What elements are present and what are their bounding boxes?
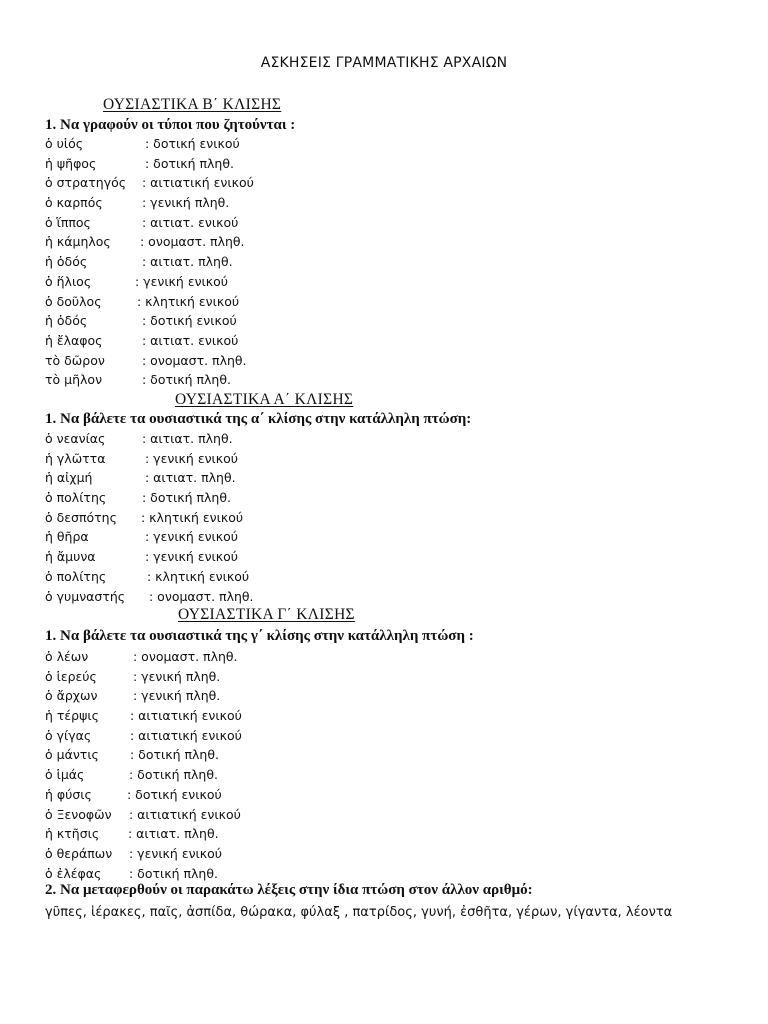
section-heading-c-declension: ΟΥΣΙΑΣΤΙΚΑ Γ΄ ΚΛΙΣΗΣ: [178, 606, 355, 623]
noun: ὁ καρπός: [45, 195, 103, 211]
requested-form: : κλητική ενικού: [141, 509, 244, 525]
exercise-2-word-list: γῦπες, ἱέρακες, παῖς, ἀσπίδα, θώρακα, φύλαξ , πατρίδος, γυνή, ἐσθῆτα, γέρων, γίγαντα, λέοντα: [45, 905, 673, 920]
noun: ἡ κτῆσις: [45, 826, 100, 842]
noun: ὁ δεσπότης: [45, 509, 117, 525]
noun: ὁ ἐλέφας: [45, 865, 102, 881]
requested-form: : δοτική πληθ.: [129, 767, 218, 783]
requested-form: : αιτιατική ενικού: [142, 175, 254, 191]
section-heading-b-declension: ΟΥΣΙΑΣΤΙΚΑ Β΄ ΚΛΙΣΗΣ: [103, 96, 282, 113]
noun: ἡ ἔλαφος: [45, 332, 103, 348]
requested-form: : γενική ενικού: [145, 529, 239, 545]
noun: ἡ ὁδός: [45, 254, 88, 270]
noun: ὁ πολίτης: [45, 568, 107, 584]
noun: τὸ μῆλον: [45, 372, 103, 388]
requested-form: : αιτιατ. ενικού: [142, 214, 239, 230]
noun: ἡ ὁδός: [45, 313, 88, 329]
instruction-a-declension: 1. Να βάλετε τα ουσιαστικά της α΄ κλίσης στην κατάλληλη πτώση:: [45, 411, 472, 427]
requested-form: : αιτιατική ενικού: [130, 708, 242, 724]
requested-form: : αιτιατ. πληθ.: [142, 431, 233, 446]
requested-form: : ονομαστ. πληθ.: [133, 649, 238, 664]
noun: ὁ ἥλιος: [45, 273, 92, 289]
requested-form: : γενική πληθ.: [142, 195, 230, 211]
requested-form: : δοτική πληθ.: [142, 372, 231, 388]
requested-form: : γενική πληθ.: [133, 668, 221, 684]
noun: ἡ φύσις: [45, 786, 92, 802]
requested-form: : γενική ενικού: [145, 450, 239, 466]
section-heading-a-declension: ΟΥΣΙΑΣΤΙΚΑ Α΄ ΚΛΙΣΗΣ: [175, 391, 354, 408]
noun: ὁ μάντις: [45, 747, 99, 763]
noun: ὁ πολίτης: [45, 490, 107, 506]
requested-form: : ονομαστ. πληθ.: [142, 352, 247, 368]
noun: ἡ θῆρα: [45, 529, 89, 545]
noun: ἡ ἄμυνα: [45, 549, 96, 565]
requested-form: : δοτική ενικού: [127, 786, 222, 802]
noun: ὁ θεράπων: [45, 845, 113, 861]
requested-form: : κλητική ενικού: [147, 568, 250, 584]
noun: ἡ τέρψις: [45, 708, 99, 724]
noun: ὁ Ξενοφῶν: [45, 806, 112, 822]
noun: ὁ δοῦλος: [45, 293, 102, 309]
requested-form: : αιτιατ. ενικού: [142, 332, 239, 348]
noun: ὁ ἵππος: [45, 214, 91, 230]
noun: ὁ στρατηγός: [45, 175, 127, 191]
noun: ἡ ψῆφος: [45, 155, 97, 171]
document-title: ΑΣΚΗΣΕΙΣ ΓΡΑΜΜΑΤΙΚΗΣ ΑΡΧΑΙΩΝ: [260, 55, 508, 71]
requested-form: : δοτική ενικού: [145, 136, 240, 151]
requested-form: : γενική ενικού: [135, 273, 229, 289]
noun: τὸ δῶρον: [45, 352, 105, 368]
requested-form: : δοτική πληθ.: [142, 490, 231, 506]
requested-form: : αιτιατ. πληθ.: [142, 254, 233, 270]
requested-form: : αιτιατική ενικού: [129, 806, 241, 822]
noun: ἡ γλῶττα: [45, 450, 106, 466]
requested-form: : αιτιατ. πληθ.: [128, 826, 219, 842]
requested-form: : γενική ενικού: [129, 845, 223, 861]
requested-form: : αιτιατ. πληθ.: [145, 470, 236, 486]
requested-form: : ονομαστ. πληθ.: [140, 234, 245, 250]
noun: ὁ υἱός: [45, 136, 84, 151]
requested-form: : δοτική πληθ.: [130, 747, 219, 763]
noun: ἡ αἰχμή: [45, 470, 93, 486]
requested-form: : γενική ενικού: [145, 549, 239, 565]
noun: ὁ ἱμάς: [45, 767, 85, 783]
instruction-b-declension: 1. Να γραφούν οι τύποι που ζητούνται :: [45, 117, 296, 133]
noun: ὁ λέων: [45, 649, 89, 664]
noun: ὁ ἱερεύς: [45, 668, 97, 684]
instruction-c-declension: 1. Να βάλετε τα ουσιαστικά της γ΄ κλίσης στην κατάλληλη πτώση :: [45, 628, 474, 644]
requested-form: : γενική πληθ.: [133, 688, 221, 704]
noun: ὁ γίγας: [45, 727, 92, 743]
requested-form: : κλητική ενικού: [137, 293, 240, 309]
noun: ἡ κάμηλος: [45, 234, 111, 250]
noun: ὁ ἄρχων: [45, 688, 98, 704]
noun: ὁ γυμναστής: [45, 588, 126, 604]
requested-form: : ονομαστ. πληθ.: [149, 588, 254, 604]
requested-form: : δοτική πληθ.: [129, 865, 218, 881]
requested-form: : δοτική ενικού: [142, 313, 237, 329]
requested-form: : δοτική πληθ.: [145, 155, 234, 171]
requested-form: : αιτιατική ενικού: [130, 727, 242, 743]
noun: ὁ νεανίας: [45, 431, 106, 446]
instruction-exercise-2: 2. Να μεταφερθούν οι παρακάτω λέξεις στην ίδια πτώση στον άλλον αριθμό:: [45, 882, 533, 898]
